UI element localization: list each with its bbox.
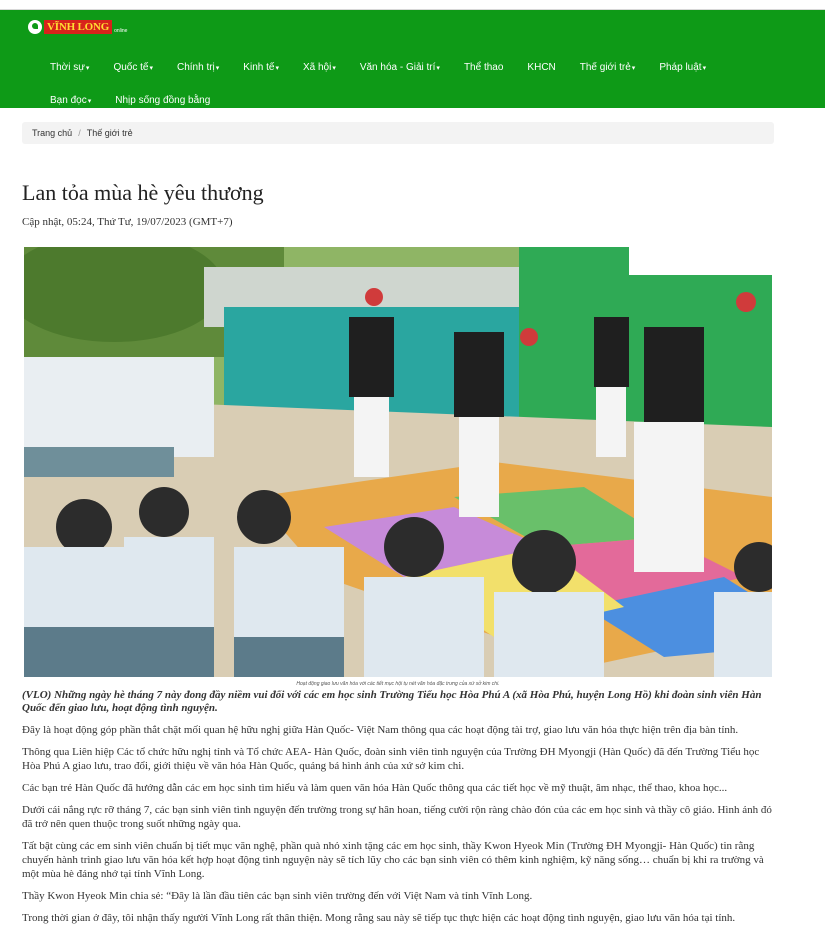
nav-item-label: Bạn đọc [50,94,87,106]
dropdown-caret-icon: ▾ [275,64,279,72]
top-strip [0,0,825,10]
article-timestamp: Cập nhật, 05:24, Thứ Tư, 19/07/2023 (GMT+7) [22,216,233,228]
article-paragraph: Thông qua Liên hiệp Các tổ chức hữu nghị tỉnh và Tổ chức AEA- Hàn Quốc, đoàn sinh viên tình nguyện của Trường ĐH Myongji (Hàn Quốc) đã đến Trường Tiểu học Hòa Phú A giao lưu, trao đổi, giới thiệu về văn hóa Hàn Quốc, quảng bá hình ảnh của xứ sở kim chi. [22,746,760,772]
nav-item-label: Kinh tế [243,61,275,73]
article-paragraph: Trong thời gian ở đây, tôi nhận thấy người Vĩnh Long rất thân thiện. Mong rằng sau này sẽ tiếp tục thực hiện các hoạt động tình nguyện, giao lưu văn hóa tại tỉnh. [22,912,736,924]
nav-item-label: Văn hóa - Giải trí [359,61,436,73]
photo-caption: Hoạt động giao lưu văn hóa với các tiết mục hội tụ nét văn hóa đặc trưng của xứ sở kim chi. [296,681,500,687]
article-paragraph: Các bạn trẻ Hàn Quốc đã hướng dẫn các em học sinh tìm hiểu và làm quen văn hóa Hàn Quốc thông qua các tiết học về mỹ thuật, âm nhạc, thể thao, khoa học... [22,782,728,794]
nav-item[interactable] [348,62,452,73]
nav-item-label: Xã hội [302,61,332,73]
nav-item[interactable] [291,62,348,73]
dropdown-caret-icon: ▾ [631,64,636,72]
site-logo[interactable] [28,20,127,34]
dropdown-caret-icon: ▾ [215,64,220,72]
nav-item[interactable] [515,62,567,73]
article-paragraph: Tất bật cùng các em sinh viên chuẩn bị tiết mục văn nghệ, phần quà nhỏ xinh tặng các em học sinh, thầy Kwon Hyeok Min (Trường ĐH Myongji- Hàn Quốc) tin rằng chuyến hành trình giao lưu văn hóa kết hợp hoạt động tình nguyện này sẽ tích lũy cho các bạn sinh viên có thêm kinh nghiệm, kỹ năng sống… chuẩn bị khi ra trường và một mùa hè đáng nhớ tại tỉnh Vĩnh Long. [22,840,764,880]
dropdown-caret-icon: ▾ [87,97,92,105]
logo-text: VĨNH LONG [44,20,112,34]
logo-subtext: online [114,28,128,34]
breadcrumb-section[interactable]: Thế giới trẻ [86,128,133,138]
main-nav [38,48,778,119]
nav-item[interactable] [101,62,165,73]
dropdown-caret-icon: ▾ [149,64,153,72]
nav-item-label: Pháp luật [659,61,702,73]
nav-item[interactable] [568,62,648,73]
nav-item[interactable] [103,95,222,106]
article-container [22,122,774,925]
article-title: Lan tỏa mùa hè yêu thương [22,180,264,205]
nav-item[interactable] [231,62,291,73]
nav-item-label: Quốc tế [113,61,149,73]
nav-item-label: Thế giới trẻ [579,61,631,73]
nav-item[interactable] [452,62,515,73]
article-photo [24,247,772,677]
breadcrumb-separator: / [78,128,81,138]
article-lead: (VLO) Những ngày hè tháng 7 này đong đầy niềm vui đối với các em học sinh Trường Tiểu học Hòa Phú A (xã Hòa Phú, huyện Long Hồ) khi đoàn sinh viên Hàn Quốc đến giao lưu, hoạt động tình nguyện. [22,689,762,714]
dropdown-caret-icon: ▾ [702,64,707,72]
nav-item-label: Nhịp sống đồng bằng [115,94,211,106]
nav-item[interactable] [38,62,101,73]
nav-row-2 [38,81,778,119]
nav-item-label: KHCN [527,61,556,73]
dropdown-caret-icon: ▾ [85,64,90,72]
photo-illustration [24,247,772,677]
nav-item[interactable] [165,62,231,73]
dropdown-caret-icon: ▾ [436,64,440,72]
breadcrumb-home[interactable]: Trang chủ [32,128,73,138]
nav-item-label: Chính trị [176,61,215,73]
article-paragraph: Dưới cái nắng rực rỡ tháng 7, các bạn sinh viên tình nguyện đến trường trong sự hân hoan, tiếng cười rộn ràng chào đón của các em học sinh và thầy cô giáo. Hình ảnh đó đã trở nên quen thuộc trong suốt những ngày qua. [22,804,772,830]
nav-item[interactable] [38,95,103,106]
article-paragraph: Đây là hoạt động góp phần thắt chặt mối quan hệ hữu nghị giữa Hàn Quốc- Việt Nam thông qua các hoạt động tài trợ, giao lưu văn hóa thực hiện trên địa bàn tỉnh. [22,724,739,736]
article-body [22,723,774,925]
dropdown-caret-icon: ▾ [332,64,336,72]
nav-item-label: Thể thao [463,61,504,73]
leaf-logo-icon [28,20,42,34]
breadcrumb [22,122,774,144]
nav-item-label: Thời sự [50,61,85,73]
site-header [0,10,825,108]
nav-item[interactable] [647,62,718,73]
article-paragraph: Thầy Kwon Hyeok Min chia sẻ: “Đây là lần đầu tiên các bạn sinh viên trường đến với Việt Nam và tỉnh Vĩnh Long. [22,890,533,902]
